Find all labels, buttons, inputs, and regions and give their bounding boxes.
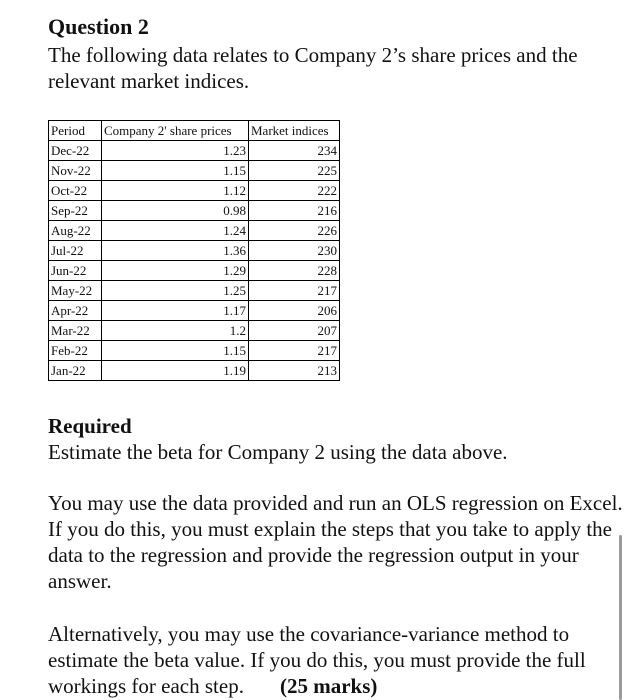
table-row [49, 241, 340, 261]
market-index-cell: 230 [249, 241, 340, 261]
period-cell: Mar-22 [49, 321, 102, 341]
period-cell: Nov-22 [49, 161, 102, 181]
table-row [49, 181, 340, 201]
market-index-cell: 222 [249, 181, 340, 201]
marks-label: (25 marks) [279, 674, 378, 698]
table-row [49, 341, 340, 361]
period-cell: Oct-22 [49, 181, 102, 201]
market-index-cell: 217 [249, 281, 340, 301]
period-cell: Apr-22 [49, 301, 102, 321]
share-price-cell: 0.98 [102, 201, 249, 221]
share-price-cell: 1.36 [102, 241, 249, 261]
market-index-cell: 226 [249, 221, 340, 241]
market-index-cell: 217 [249, 341, 340, 361]
table-row [49, 261, 340, 281]
required-heading: Required [48, 414, 132, 438]
scrollbar[interactable] [619, 535, 622, 700]
period-cell: Sep-22 [49, 201, 102, 221]
period-cell: Jan-22 [49, 361, 102, 381]
table-header-cell: Company 2' share prices [102, 121, 249, 141]
share-price-cell: 1.15 [102, 161, 249, 181]
period-cell: May-22 [49, 281, 102, 301]
table-row [49, 321, 340, 341]
covariance-paragraph [48, 621, 623, 699]
table-row [49, 161, 340, 181]
table-header-cell: Market indices [249, 121, 340, 141]
table-row [49, 301, 340, 321]
market-index-cell: 213 [249, 361, 340, 381]
share-price-cell: 1.24 [102, 221, 249, 241]
table-row [49, 361, 340, 381]
required-instruction: Estimate the beta for Company 2 using the data above. [48, 440, 508, 464]
period-cell: Dec-22 [49, 141, 102, 161]
share-price-cell: 1.17 [102, 301, 249, 321]
period-cell: Feb-22 [49, 341, 102, 361]
share-price-cell: 1.12 [102, 181, 249, 201]
market-index-cell: 216 [249, 201, 340, 221]
table-row [49, 221, 340, 241]
question-intro: The following data relates to Company 2’s share prices and the relevant market indices. [48, 43, 578, 93]
table-header-row [49, 121, 340, 141]
question-title: Question 2 [48, 14, 149, 39]
market-index-cell: 225 [249, 161, 340, 181]
market-index-cell: 206 [249, 301, 340, 321]
table-header-cell: Period [49, 121, 102, 141]
period-cell: Aug-22 [49, 221, 102, 241]
table-row [49, 201, 340, 221]
share-price-cell: 1.25 [102, 281, 249, 301]
share-price-table [48, 120, 340, 381]
share-price-cell: 1.29 [102, 261, 249, 281]
market-index-cell: 207 [249, 321, 340, 341]
period-cell: Jun-22 [49, 261, 102, 281]
period-cell: Jul-22 [49, 241, 102, 261]
share-price-cell: 1.2 [102, 321, 249, 341]
covariance-text: Alternatively, you may use the covariance-variance method to estimate the beta value. If you do this, you must provide the full workings for each step. [48, 622, 586, 698]
share-price-cell: 1.23 [102, 141, 249, 161]
ols-paragraph: You may use the data provided and run an OLS regression on Excel. If you do this, you must explain the steps that you take to apply the data to the regression and provide the regression output in your answer. [48, 491, 623, 593]
share-price-cell: 1.15 [102, 341, 249, 361]
share-price-cell: 1.19 [102, 361, 249, 381]
table-row [49, 141, 340, 161]
market-index-cell: 228 [249, 261, 340, 281]
market-index-cell: 234 [249, 141, 340, 161]
table-row [49, 281, 340, 301]
